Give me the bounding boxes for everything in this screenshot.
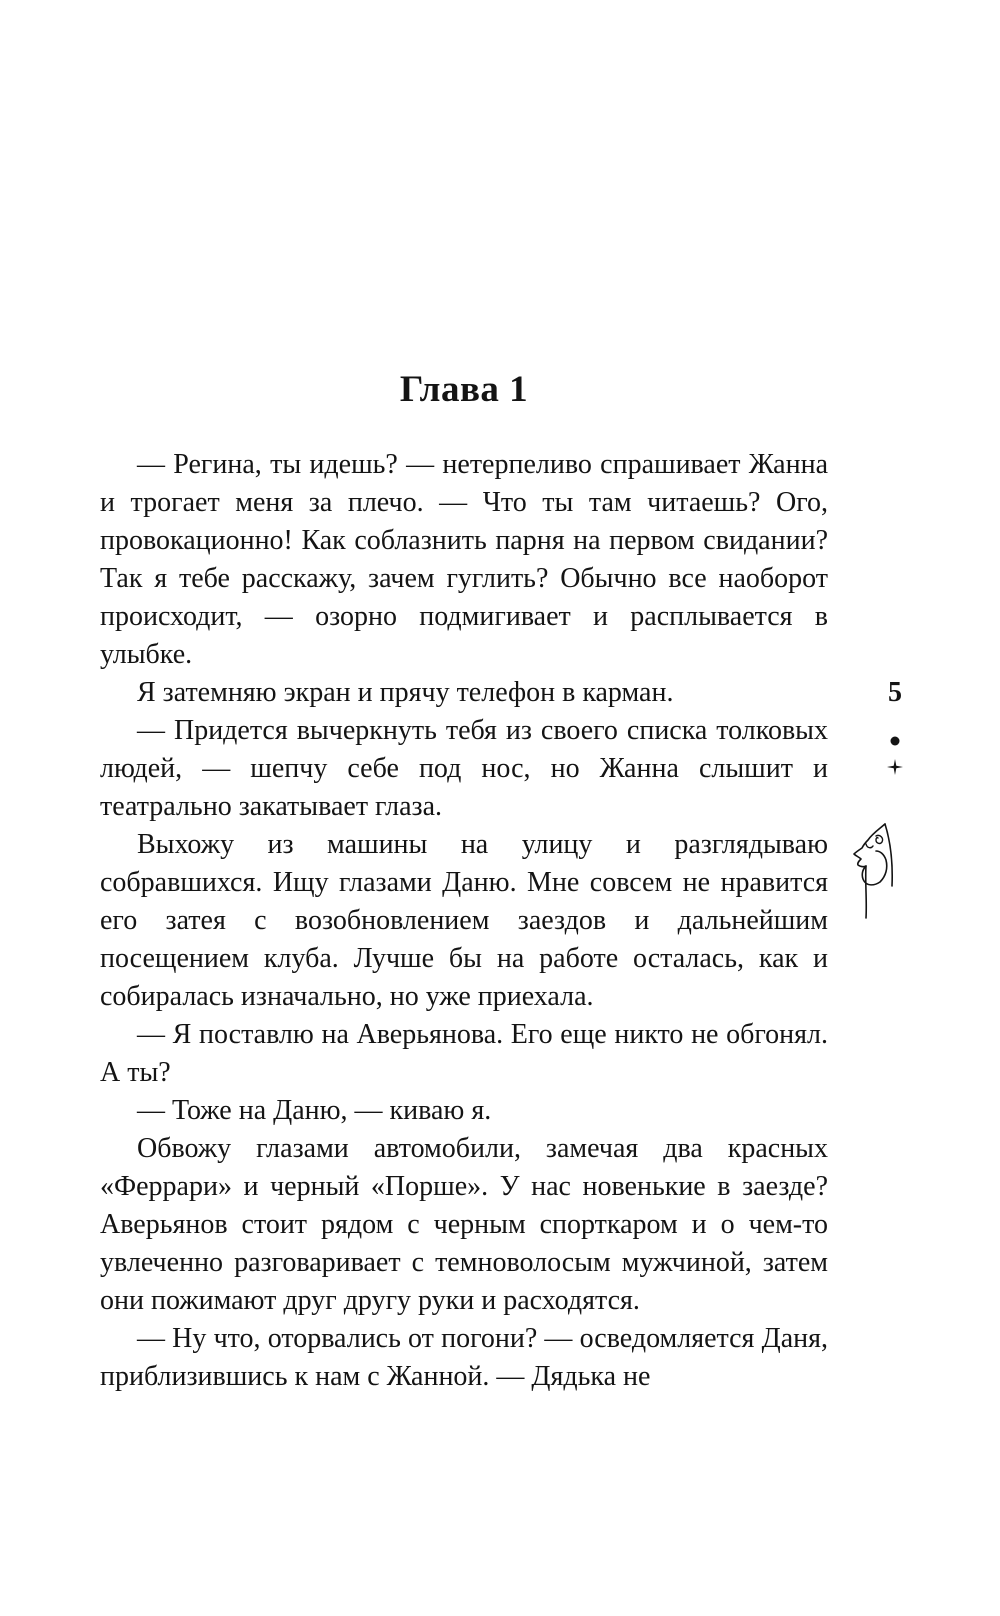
paragraph: — Я поставлю на Аверьянова. Его еще никто не обгонял. А ты? — [100, 1019, 828, 1088]
dot-and-sparkle-icon — [883, 733, 907, 793]
chapter-title: Глава 1 — [399, 369, 529, 410]
paragraph: Обвожу глазами автомобили, замечая два красных «Феррари» и черный «Порше». У нас новенькие в заезде? Аверьянов стоит рядом с черным спорткаром и о чем-то увлеченно разговаривает с темноволосым мужчиной, затем они пожимают друг другу руки и расходятся. — [100, 1133, 828, 1316]
paragraph: — Ну что, оторвались от погони? — осведомляется Даня, приблизившись к нам с Жанной. — Дядька не — [100, 1323, 828, 1392]
line-art-face-icon — [850, 820, 902, 920]
paragraph: Я затемняю экран и прячу телефон в карман. — [137, 677, 674, 708]
page-number: 5 — [888, 677, 902, 708]
paragraph: — Тоже на Даню, — киваю я. — [137, 1095, 492, 1126]
paragraph: Выхожу из машины на улицу и разглядываю собравшихся. Ищу глазами Даню. Мне совсем не нравится его затея с возобновлением заездов и дальнейшим посещением клуба. Лучше бы на работе осталась, как и собиралась изначально, но уже приехала. — [100, 829, 828, 1012]
chapter-body — [100, 446, 828, 1396]
paragraph: — Придется вычеркнуть тебя из своего списка толковых людей, — шепчу себе под нос, но Жанна слышит и театрально закатывает глаза. — [100, 715, 828, 822]
paragraph: — Регина, ты идешь? — нетерпеливо спрашивает Жанна и трогает меня за плечо. — Что ты там читаешь? Ого, провокационно! Как соблазнить парня на первом свидании? Так я тебе расскажу, зачем гуглить? Обычно все наоборот происходит, — озорно подмигивает и расплывается в улыбке. — [100, 449, 828, 670]
